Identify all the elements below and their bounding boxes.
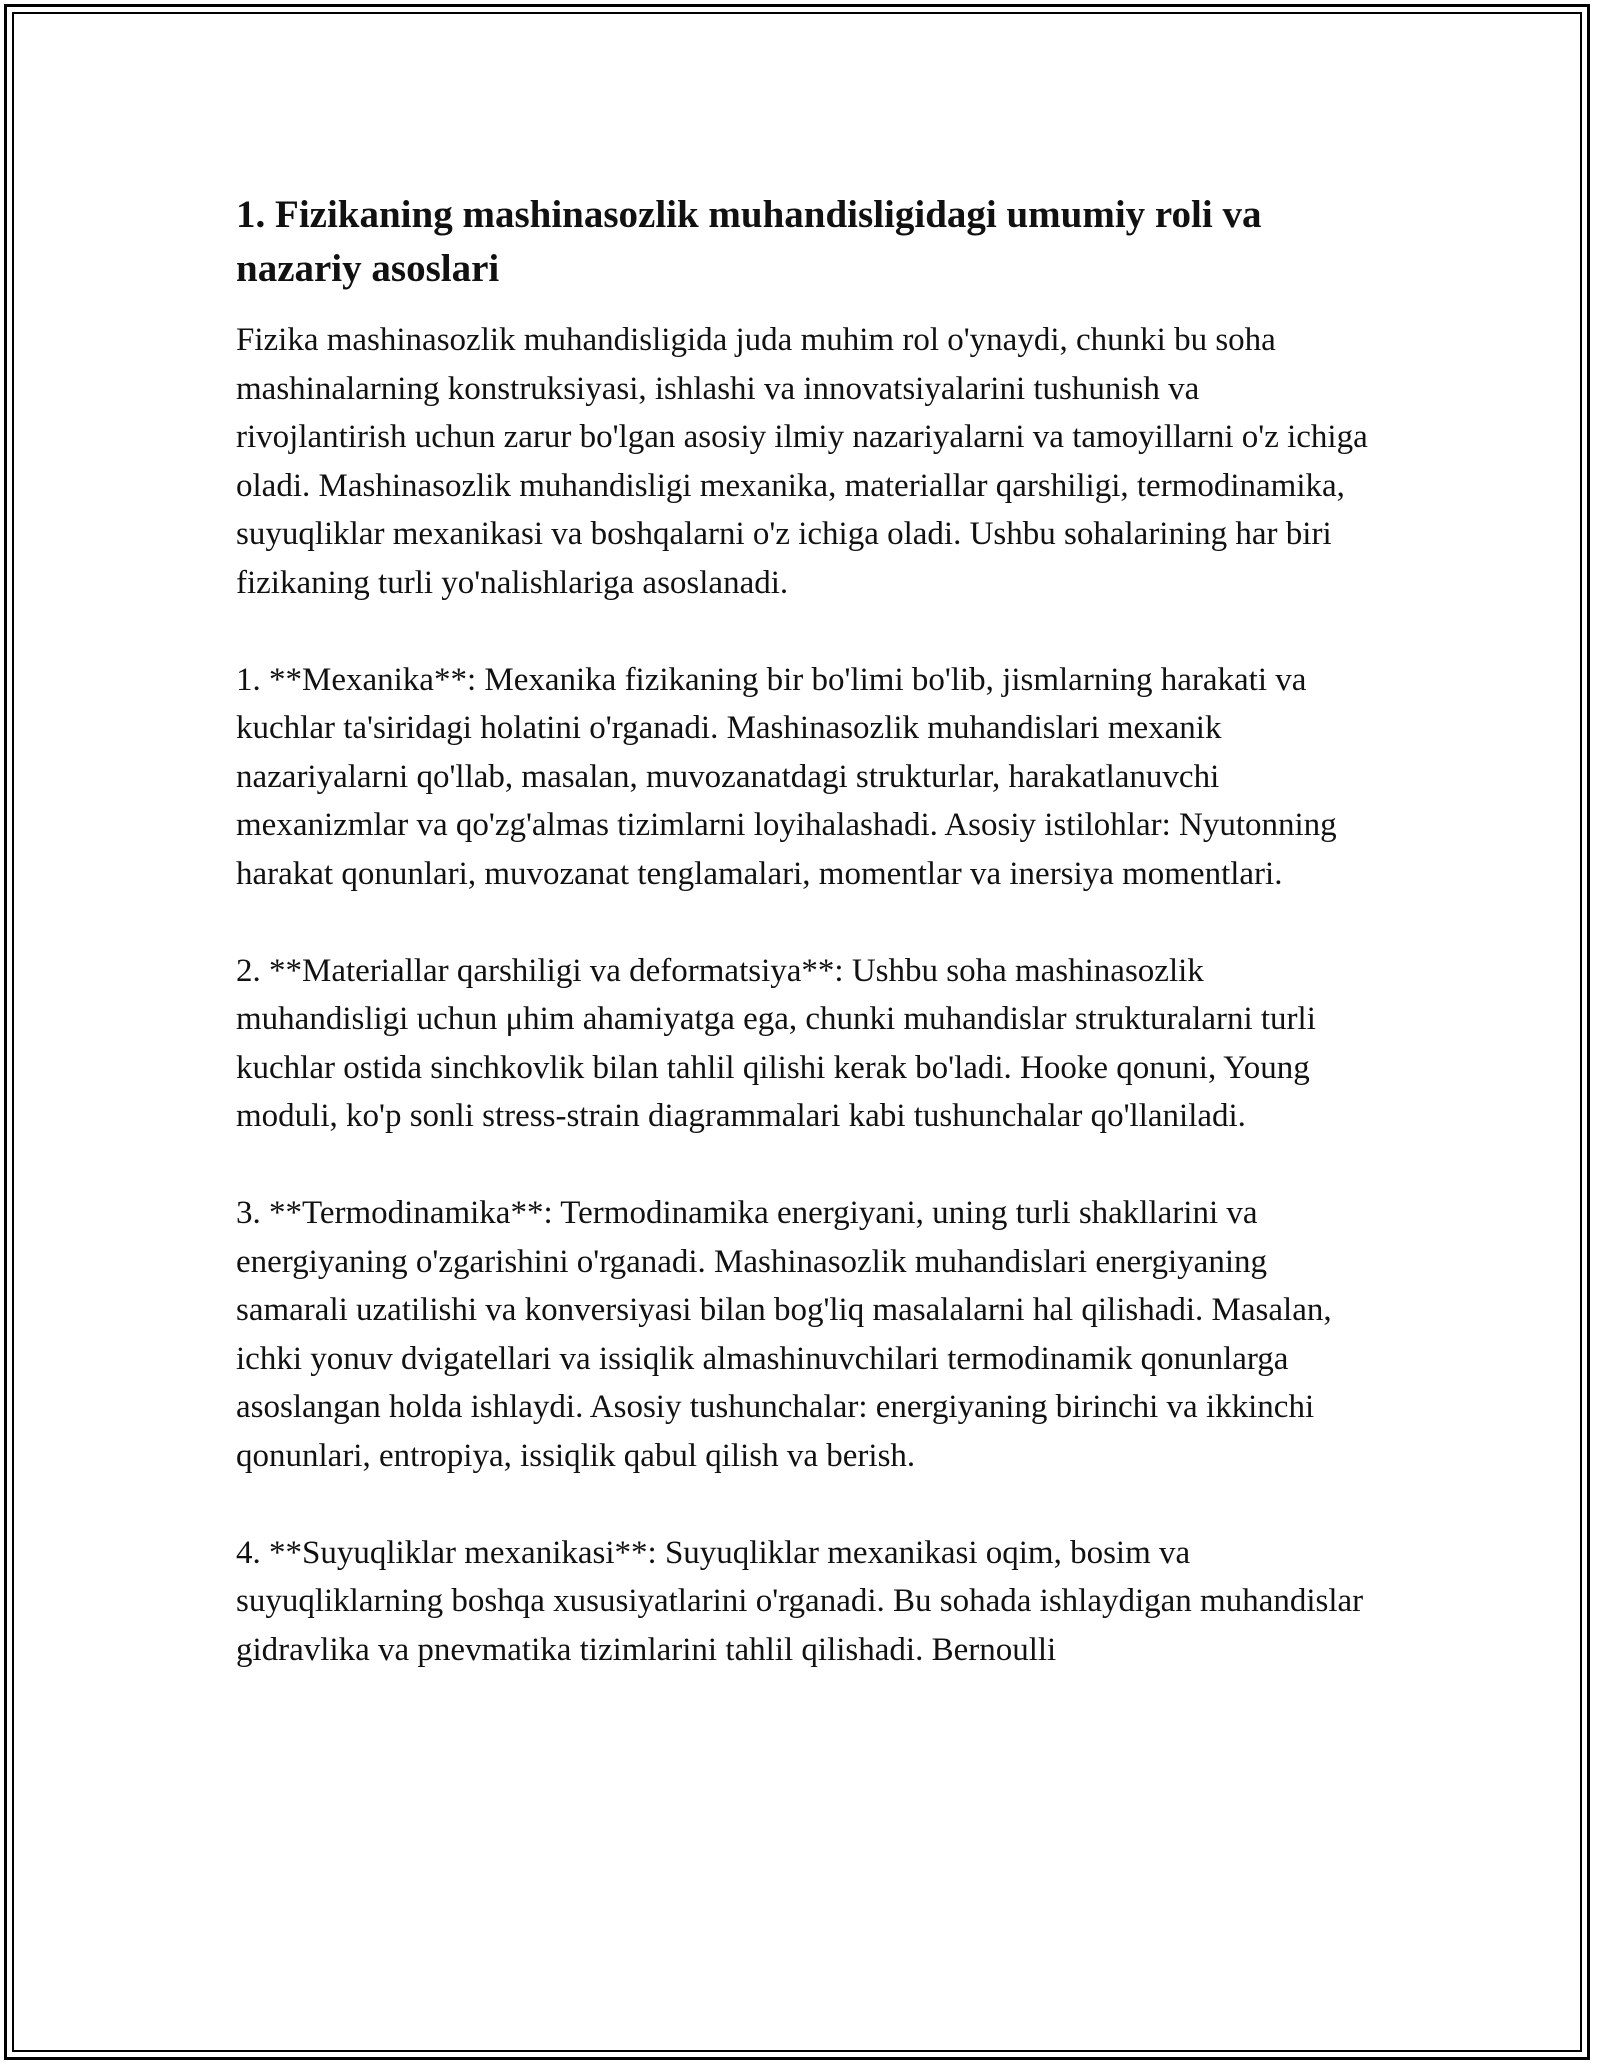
suyuqliklar-paragraph: 4. **Suyuqliklar mexanikasi**: Suyuqliklar mexanikasi oqim, bosim va suyuqliklarning boshqa xususiyatlarini o'rganadi. Bu sohada ishlaydigan muhandislar gidravlika va pnevmatika tizimlarini tahlil qilishadi. Bernoulli — [236, 1534, 1364, 1668]
termodinamika-paragraph: 3. **Termodinamika**: Termodinamika energiyani, uning turli shakllarini va energiyaning o'zgarishini o'rganadi. Mashinasozlik muhandislari energiyaning samarali uzatilishi va konversiyasi bilan bog'liq masalalarni hal qilishadi. Masalan, ichki yonuv dvigatellari va issiqlik almashinuvchilari termodinamik qonunlarga asoslangan holda ishlaydi. Asosiy tushunchalar: energiyaning birinchi va ikkinchi qonunlari, entropiya, issiqlik qabul qilish va berish. — [236, 1195, 1332, 1474]
section-heading: 1. Fizikaning mashinasozlik muhandisligidagi umumiy roli va nazariy asoslari — [236, 193, 1262, 290]
intro-paragraph: Fizika mashinasozlik muhandisligida juda muhim rol o'ynaydi, chunki bu soha mashinalarning konstruksiyasi, ishlashi va innovatsiyalarini tushunish va rivojlantirish uchun zarur bo'lgan asosiy ilmiy nazariyalarni va tamoyillarni o'z ichiga oladi. Mashinasozlik muhandisligi mexanika, materiallar qarshiligi, termodinamika, suyuqliklar mexanikasi va boshqalarni o'z ichiga oladi. Ushbu sohalarining har biri fizikaning turli yo'nalishlariga asoslanadi. — [236, 322, 1368, 601]
materiallar-paragraph: 2. **Materiallar qarshiligi va deformatsiya**: Ushbu soha mashinasozlik muhandisligi uchun μhim ahamiyatga ega, chunki muhandislar strukturalarni turli kuchlar ostida sinchkovlik bilan tahlil qilishi kerak bo'ladi. Hooke qonuni, Young moduli, ko'p sonli stress-strain diagrammalari kabi tushunchalar qo'llaniladi. — [236, 952, 1316, 1134]
document-body — [236, 188, 1376, 1674]
mexanika-paragraph: 1. **Mexanika**: Mexanika fizikaning bir bo'limi bo'lib, jismlarning harakati va kuchlar ta'siridagi holatini o'rganadi. Mashinasozlik muhandislari mexanik nazariyalarni qo'llab, masalan, muvozanatdagi strukturlar, harakatlanuvchi mexanizmlar va qo'zg'almas tizimlarni loyihalashadi. Asosiy istilohlar: Nyutonning harakat qonunlari, muvozanat tenglamalari, momentlar va inersiya momentlari. — [236, 661, 1337, 892]
